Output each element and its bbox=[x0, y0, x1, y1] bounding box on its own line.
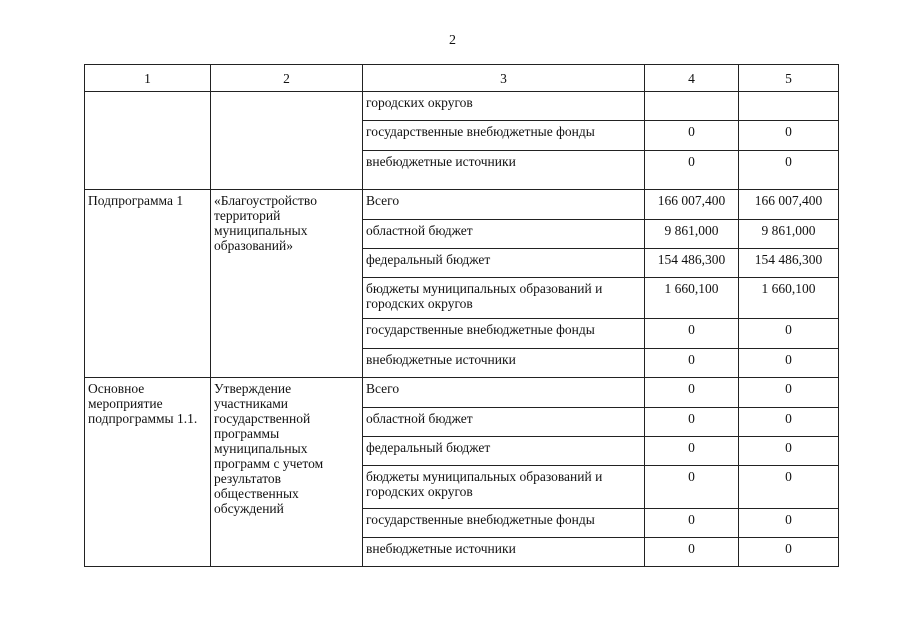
value-cell-col5: 0 bbox=[739, 538, 839, 567]
value-cell-col4: 9 861,000 bbox=[645, 220, 739, 249]
funding-source-cell: областной бюджет bbox=[363, 220, 645, 249]
value-cell-col5: 0 bbox=[739, 408, 839, 437]
value-cell-col5: 1 660,100 bbox=[739, 278, 839, 319]
funding-source-cell: федеральный бюджет bbox=[363, 249, 645, 278]
value-cell-col5: 0 bbox=[739, 349, 839, 378]
funding-source-cell: государственные внебюджетные фонды bbox=[363, 509, 645, 538]
funding-source-cell: бюджеты муниципальных образований и городских округов bbox=[363, 466, 645, 509]
column-header-2: 2 bbox=[211, 65, 363, 92]
value-cell-col4: 1 660,100 bbox=[645, 278, 739, 319]
value-cell-col4 bbox=[645, 92, 739, 121]
value-cell-col5: 0 bbox=[739, 378, 839, 408]
table-row bbox=[85, 92, 839, 121]
budget-table bbox=[84, 64, 839, 567]
value-cell-col5: 0 bbox=[739, 121, 839, 151]
row-label-cell bbox=[85, 92, 211, 190]
table-header-row bbox=[85, 65, 839, 92]
value-cell-col4: 0 bbox=[645, 121, 739, 151]
value-cell-col5: 154 486,300 bbox=[739, 249, 839, 278]
row-description-cell: «Благоустройство территорий муниципальных образований» bbox=[211, 190, 363, 378]
value-cell-col5: 0 bbox=[739, 437, 839, 466]
value-cell-col4: 0 bbox=[645, 466, 739, 509]
value-cell-col4: 154 486,300 bbox=[645, 249, 739, 278]
value-cell-col4: 0 bbox=[645, 437, 739, 466]
funding-source-cell: государственные внебюджетные фонды bbox=[363, 319, 645, 349]
row-label-cell: Подпрограмма 1 bbox=[85, 190, 211, 378]
funding-source-cell: городских округов bbox=[363, 92, 645, 121]
value-cell-col4: 0 bbox=[645, 509, 739, 538]
value-cell-col5: 0 bbox=[739, 151, 839, 190]
value-cell-col4: 0 bbox=[645, 151, 739, 190]
column-header-3: 3 bbox=[363, 65, 645, 92]
funding-source-cell: государственные внебюджетные фонды bbox=[363, 121, 645, 151]
value-cell-col4: 0 bbox=[645, 378, 739, 408]
column-header-4: 4 bbox=[645, 65, 739, 92]
funding-source-cell: Всего bbox=[363, 378, 645, 408]
value-cell-col4: 166 007,400 bbox=[645, 190, 739, 220]
value-cell-col5: 0 bbox=[739, 509, 839, 538]
row-label-cell: Основное мероприятие подпрограммы 1.1. bbox=[85, 378, 211, 567]
table-row bbox=[85, 190, 839, 220]
funding-source-cell: областной бюджет bbox=[363, 408, 645, 437]
value-cell-col5: 0 bbox=[739, 466, 839, 509]
value-cell-col4: 0 bbox=[645, 319, 739, 349]
page-number: 2 bbox=[449, 33, 456, 48]
value-cell-col5: 166 007,400 bbox=[739, 190, 839, 220]
funding-source-cell: федеральный бюджет bbox=[363, 437, 645, 466]
value-cell-col5: 9 861,000 bbox=[739, 220, 839, 249]
value-cell-col4: 0 bbox=[645, 408, 739, 437]
value-cell-col5 bbox=[739, 92, 839, 121]
funding-source-cell: внебюджетные источники bbox=[363, 349, 645, 378]
row-description-cell: Утверждение участниками государственной программы муниципальных программ с учетом результатов общественных обсуждений bbox=[211, 378, 363, 567]
funding-source-cell: Всего bbox=[363, 190, 645, 220]
column-header-1: 1 bbox=[85, 65, 211, 92]
value-cell-col4: 0 bbox=[645, 538, 739, 567]
value-cell-col5: 0 bbox=[739, 319, 839, 349]
column-header-5: 5 bbox=[739, 65, 839, 92]
funding-source-cell: внебюджетные источники bbox=[363, 538, 645, 567]
funding-source-cell: бюджеты муниципальных образований и городских округов bbox=[363, 278, 645, 319]
funding-source-cell: внебюджетные источники bbox=[363, 151, 645, 190]
table-row bbox=[85, 378, 839, 408]
row-description-cell bbox=[211, 92, 363, 190]
value-cell-col4: 0 bbox=[645, 349, 739, 378]
